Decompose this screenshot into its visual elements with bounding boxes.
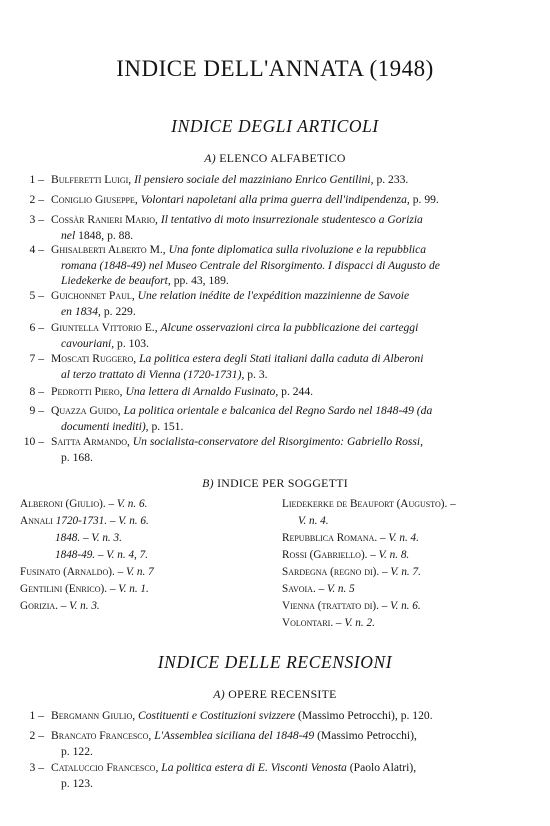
subject-name: Gorizia. bbox=[20, 600, 58, 612]
review-line bbox=[51, 744, 503, 760]
article-title: Una fonte diplomatica sulla rivoluzione e la repubblica bbox=[168, 243, 427, 256]
article-line bbox=[51, 193, 439, 206]
review-entry bbox=[20, 708, 503, 724]
review-line bbox=[51, 761, 416, 774]
section-ra-heading bbox=[0, 687, 550, 702]
review-title: La politica estera di E. Visconti Venosta bbox=[161, 761, 347, 774]
subject-name: Rossi (Gabriello). bbox=[282, 549, 368, 561]
article-line bbox=[51, 173, 408, 186]
subject-ref: – V. n. 6. bbox=[108, 498, 148, 510]
articles-heading: INDICE DEGLI ARTICOLI bbox=[171, 116, 379, 136]
subject-ref: – V. n. 4. bbox=[380, 532, 419, 544]
review-entry bbox=[20, 728, 503, 759]
section-ra-letter: A) bbox=[213, 687, 226, 701]
review-line bbox=[51, 729, 417, 742]
article-line bbox=[51, 450, 503, 466]
review-number: 3 – bbox=[29, 761, 44, 774]
subject-ref: 1848. – V. n. 3. bbox=[55, 532, 122, 544]
article-title: Il pensiero sociale del mazziniano Enrico Gentilini, bbox=[134, 173, 374, 186]
subject-ref: – V. n. 7. bbox=[381, 566, 421, 578]
article-author: Pedrotti Piero, bbox=[51, 385, 123, 398]
article-title: Il tentativo di moto insurrezionale studentesco a Gorizia bbox=[160, 213, 423, 226]
section-a-label: ELENCO ALFABETICO bbox=[219, 151, 346, 165]
section-b-label: INDICE PER SOGGETTI bbox=[217, 476, 348, 490]
article-line bbox=[51, 228, 503, 244]
review-body bbox=[51, 760, 503, 791]
article-title: nel bbox=[61, 228, 76, 242]
article-author: Saitta Armando, bbox=[51, 435, 130, 448]
subject-entry bbox=[282, 513, 456, 530]
subject-ref: – V. n. 7 bbox=[117, 566, 154, 578]
review-body bbox=[51, 728, 503, 759]
article-line bbox=[51, 243, 426, 256]
subject-entry bbox=[20, 547, 154, 564]
review-ref: p. 123. bbox=[61, 776, 93, 790]
subject-ref: – V. n. 2. bbox=[335, 617, 375, 629]
subject-name: Repubblica Romana. bbox=[282, 532, 378, 544]
article-entry bbox=[20, 192, 503, 208]
review-title: L'Assemblea siciliana del 1848-49 bbox=[154, 729, 315, 742]
subject-name: Volontari. bbox=[282, 617, 334, 629]
article-title: al terzo trattato di Vienna (1720-1731), bbox=[61, 367, 245, 381]
article-number: 3 – bbox=[29, 213, 44, 226]
article-ref: p. 103. bbox=[117, 336, 149, 350]
article-title: La politica orientale e balcanica del Regno Sardo nel 1848-49 (da bbox=[123, 404, 433, 417]
subject-ref: – V. n. 3. bbox=[60, 600, 100, 612]
article-ref: p. 229. bbox=[103, 304, 136, 318]
article-ref: p. 151. bbox=[151, 419, 184, 433]
review-ref: (Massimo Petrocchi), bbox=[317, 729, 417, 742]
article-ref: 1848, p. 88. bbox=[78, 228, 134, 242]
article-ref: p. 233. bbox=[376, 173, 409, 186]
subject-name: Fusinato (Arnaldo). bbox=[20, 566, 115, 578]
article-number: 2 – bbox=[29, 193, 44, 206]
article-line bbox=[51, 304, 503, 320]
subject-ref: 1848-49. – V. n. 4, 7. bbox=[55, 549, 149, 561]
subject-name: Savoia. bbox=[282, 583, 316, 595]
page-title: INDICE DELL'ANNATA (1948) bbox=[116, 56, 434, 81]
article-entry bbox=[20, 403, 503, 434]
article-author: Coniglio Giuseppe, bbox=[51, 193, 138, 206]
subject-ref: – V. n. 6. bbox=[381, 600, 421, 612]
subject-entry bbox=[282, 615, 456, 632]
subject-ref: V. n. 4. bbox=[298, 515, 329, 527]
article-title: Liedekerke de beaufort, bbox=[61, 274, 171, 288]
subject-name: Sardegna (regno di). bbox=[282, 566, 380, 578]
article-line bbox=[51, 289, 409, 302]
article-author: Moscati Ruggero, bbox=[51, 352, 137, 365]
section-b-heading bbox=[0, 476, 550, 491]
article-number: 5 – bbox=[29, 289, 44, 302]
article-number: 8 – bbox=[29, 385, 44, 398]
subject-name: Vienna (trattato di). bbox=[282, 600, 379, 612]
article-line bbox=[51, 336, 503, 352]
article-title: documenti inediti), bbox=[61, 419, 149, 433]
review-author: Cataluccio Francesco, bbox=[51, 761, 159, 774]
subject-entry bbox=[282, 496, 456, 513]
article-title: Une relation inédite de l'expédition mazzinienne de Savoie bbox=[137, 289, 410, 302]
section-ra-label: OPERE RECENSITE bbox=[228, 687, 337, 701]
article-number: 6 – bbox=[29, 321, 44, 334]
article-title: Una lettera di Arnaldo Fusinato, bbox=[125, 385, 279, 398]
article-number: 10 – bbox=[23, 435, 44, 448]
subject-ref: – bbox=[450, 498, 456, 510]
article-entry bbox=[20, 242, 503, 289]
article-title: Volontari napoletani alla prima guerra dell'indipendenza, bbox=[140, 193, 410, 206]
reviews-heading: INDICE DELLE RECENSIONI bbox=[157, 652, 393, 672]
review-number: 2 – bbox=[29, 729, 44, 742]
review-title: Costituenti e Costituzioni svizzere bbox=[138, 709, 296, 722]
article-line bbox=[51, 352, 423, 365]
subject-entry bbox=[20, 581, 154, 598]
subjects-left-column bbox=[20, 496, 154, 615]
article-ref: p. 99. bbox=[412, 193, 439, 206]
subject-entry bbox=[20, 513, 154, 530]
article-line bbox=[51, 213, 423, 226]
article-number: 7 – bbox=[29, 352, 44, 365]
section-b-letter: B) bbox=[202, 476, 214, 490]
article-line bbox=[51, 258, 503, 274]
article-number: 4 – bbox=[29, 243, 44, 256]
article-author: Cossàr Ranieri Mario, bbox=[51, 213, 158, 226]
article-ref: p. 168. bbox=[61, 450, 93, 464]
article-entry bbox=[20, 212, 503, 243]
subject-entry bbox=[282, 564, 456, 581]
subject-entry bbox=[282, 530, 456, 547]
review-ref: (Paolo Alatri), bbox=[349, 761, 417, 774]
article-ref: p. 244. bbox=[281, 385, 314, 398]
article-title: Alcune osservazioni circa la pubblicazione dei carteggi bbox=[160, 321, 419, 334]
article-entry bbox=[20, 351, 503, 382]
article-line bbox=[51, 435, 423, 448]
article-line bbox=[51, 367, 503, 383]
review-author: Bergmann Giulio, bbox=[51, 709, 136, 722]
article-entry bbox=[20, 172, 503, 188]
review-entry bbox=[20, 760, 503, 791]
subject-ref: – V. n. 5 bbox=[318, 583, 355, 595]
section-a-letter: A) bbox=[204, 151, 217, 165]
review-line bbox=[51, 709, 433, 722]
article-title: en 1834, bbox=[61, 304, 101, 318]
article-line bbox=[51, 419, 503, 435]
article-body bbox=[51, 212, 503, 243]
article-body bbox=[51, 242, 503, 289]
article-author: Giuntella Vittorio E., bbox=[51, 321, 158, 334]
subject-name: Gentilini (Enrico). bbox=[20, 583, 108, 595]
article-title: La politica estera degli Stati italiani dalla caduta di Alberoni bbox=[139, 352, 424, 365]
article-line bbox=[51, 404, 432, 417]
article-number: 9 – bbox=[29, 404, 44, 417]
article-body bbox=[51, 434, 503, 465]
article-body bbox=[51, 384, 503, 400]
article-entry bbox=[20, 384, 503, 400]
subject-entry bbox=[20, 564, 154, 581]
article-ref: p. 3. bbox=[247, 367, 268, 381]
article-line bbox=[51, 273, 503, 289]
article-line bbox=[51, 385, 313, 398]
subject-entry bbox=[282, 598, 456, 615]
article-body bbox=[51, 351, 503, 382]
article-line bbox=[51, 321, 418, 334]
subject-name: Liedekerke de Beaufort (Augusto). bbox=[282, 498, 448, 510]
subject-entry bbox=[20, 598, 154, 615]
article-body bbox=[51, 288, 503, 319]
article-author: Quazza Guido, bbox=[51, 404, 121, 417]
subject-entry bbox=[282, 547, 456, 564]
article-ref: pp. 43, 189. bbox=[173, 274, 229, 288]
subject-entry bbox=[20, 530, 154, 547]
article-title: cavouriani, bbox=[61, 336, 115, 350]
review-body bbox=[51, 708, 503, 724]
article-body bbox=[51, 192, 503, 208]
review-line bbox=[51, 776, 503, 792]
subjects-right-column bbox=[282, 496, 456, 632]
article-author: Ghisalberti Alberto M., bbox=[51, 243, 166, 256]
review-author: Brancato Francesco, bbox=[51, 729, 152, 742]
article-entry bbox=[20, 434, 503, 465]
article-author: Guichonnet Paul, bbox=[51, 289, 135, 302]
article-body bbox=[51, 403, 503, 434]
subject-ref: – V. n. 8. bbox=[370, 549, 410, 561]
article-number: 1 – bbox=[29, 173, 44, 186]
subject-name: Alberoni (Giulio). bbox=[20, 498, 106, 510]
article-title: Un socialista-conservatore del Risorgimento: Gabriello Rossi, bbox=[132, 435, 424, 448]
article-entry bbox=[20, 320, 503, 351]
subject-entry bbox=[20, 496, 154, 513]
subject-entry bbox=[282, 581, 456, 598]
review-number: 1 – bbox=[29, 709, 44, 722]
article-author: Bulferetti Luigi, bbox=[51, 173, 132, 186]
section-a-heading bbox=[0, 151, 550, 166]
subject-name: Annali bbox=[20, 515, 53, 527]
subject-ref: 1720-1731. – V. n. 6. bbox=[55, 515, 149, 527]
article-entry bbox=[20, 288, 503, 319]
article-body bbox=[51, 320, 503, 351]
article-body bbox=[51, 172, 503, 188]
review-ref: p. 122. bbox=[61, 744, 93, 758]
article-title: romana (1848-49) nel Museo Centrale del Risorgimento. I dispacci di Augusto de bbox=[61, 258, 440, 272]
subject-ref: – V. n. 1. bbox=[109, 583, 149, 595]
review-ref: (Massimo Petrocchi), p. 120. bbox=[298, 709, 433, 722]
